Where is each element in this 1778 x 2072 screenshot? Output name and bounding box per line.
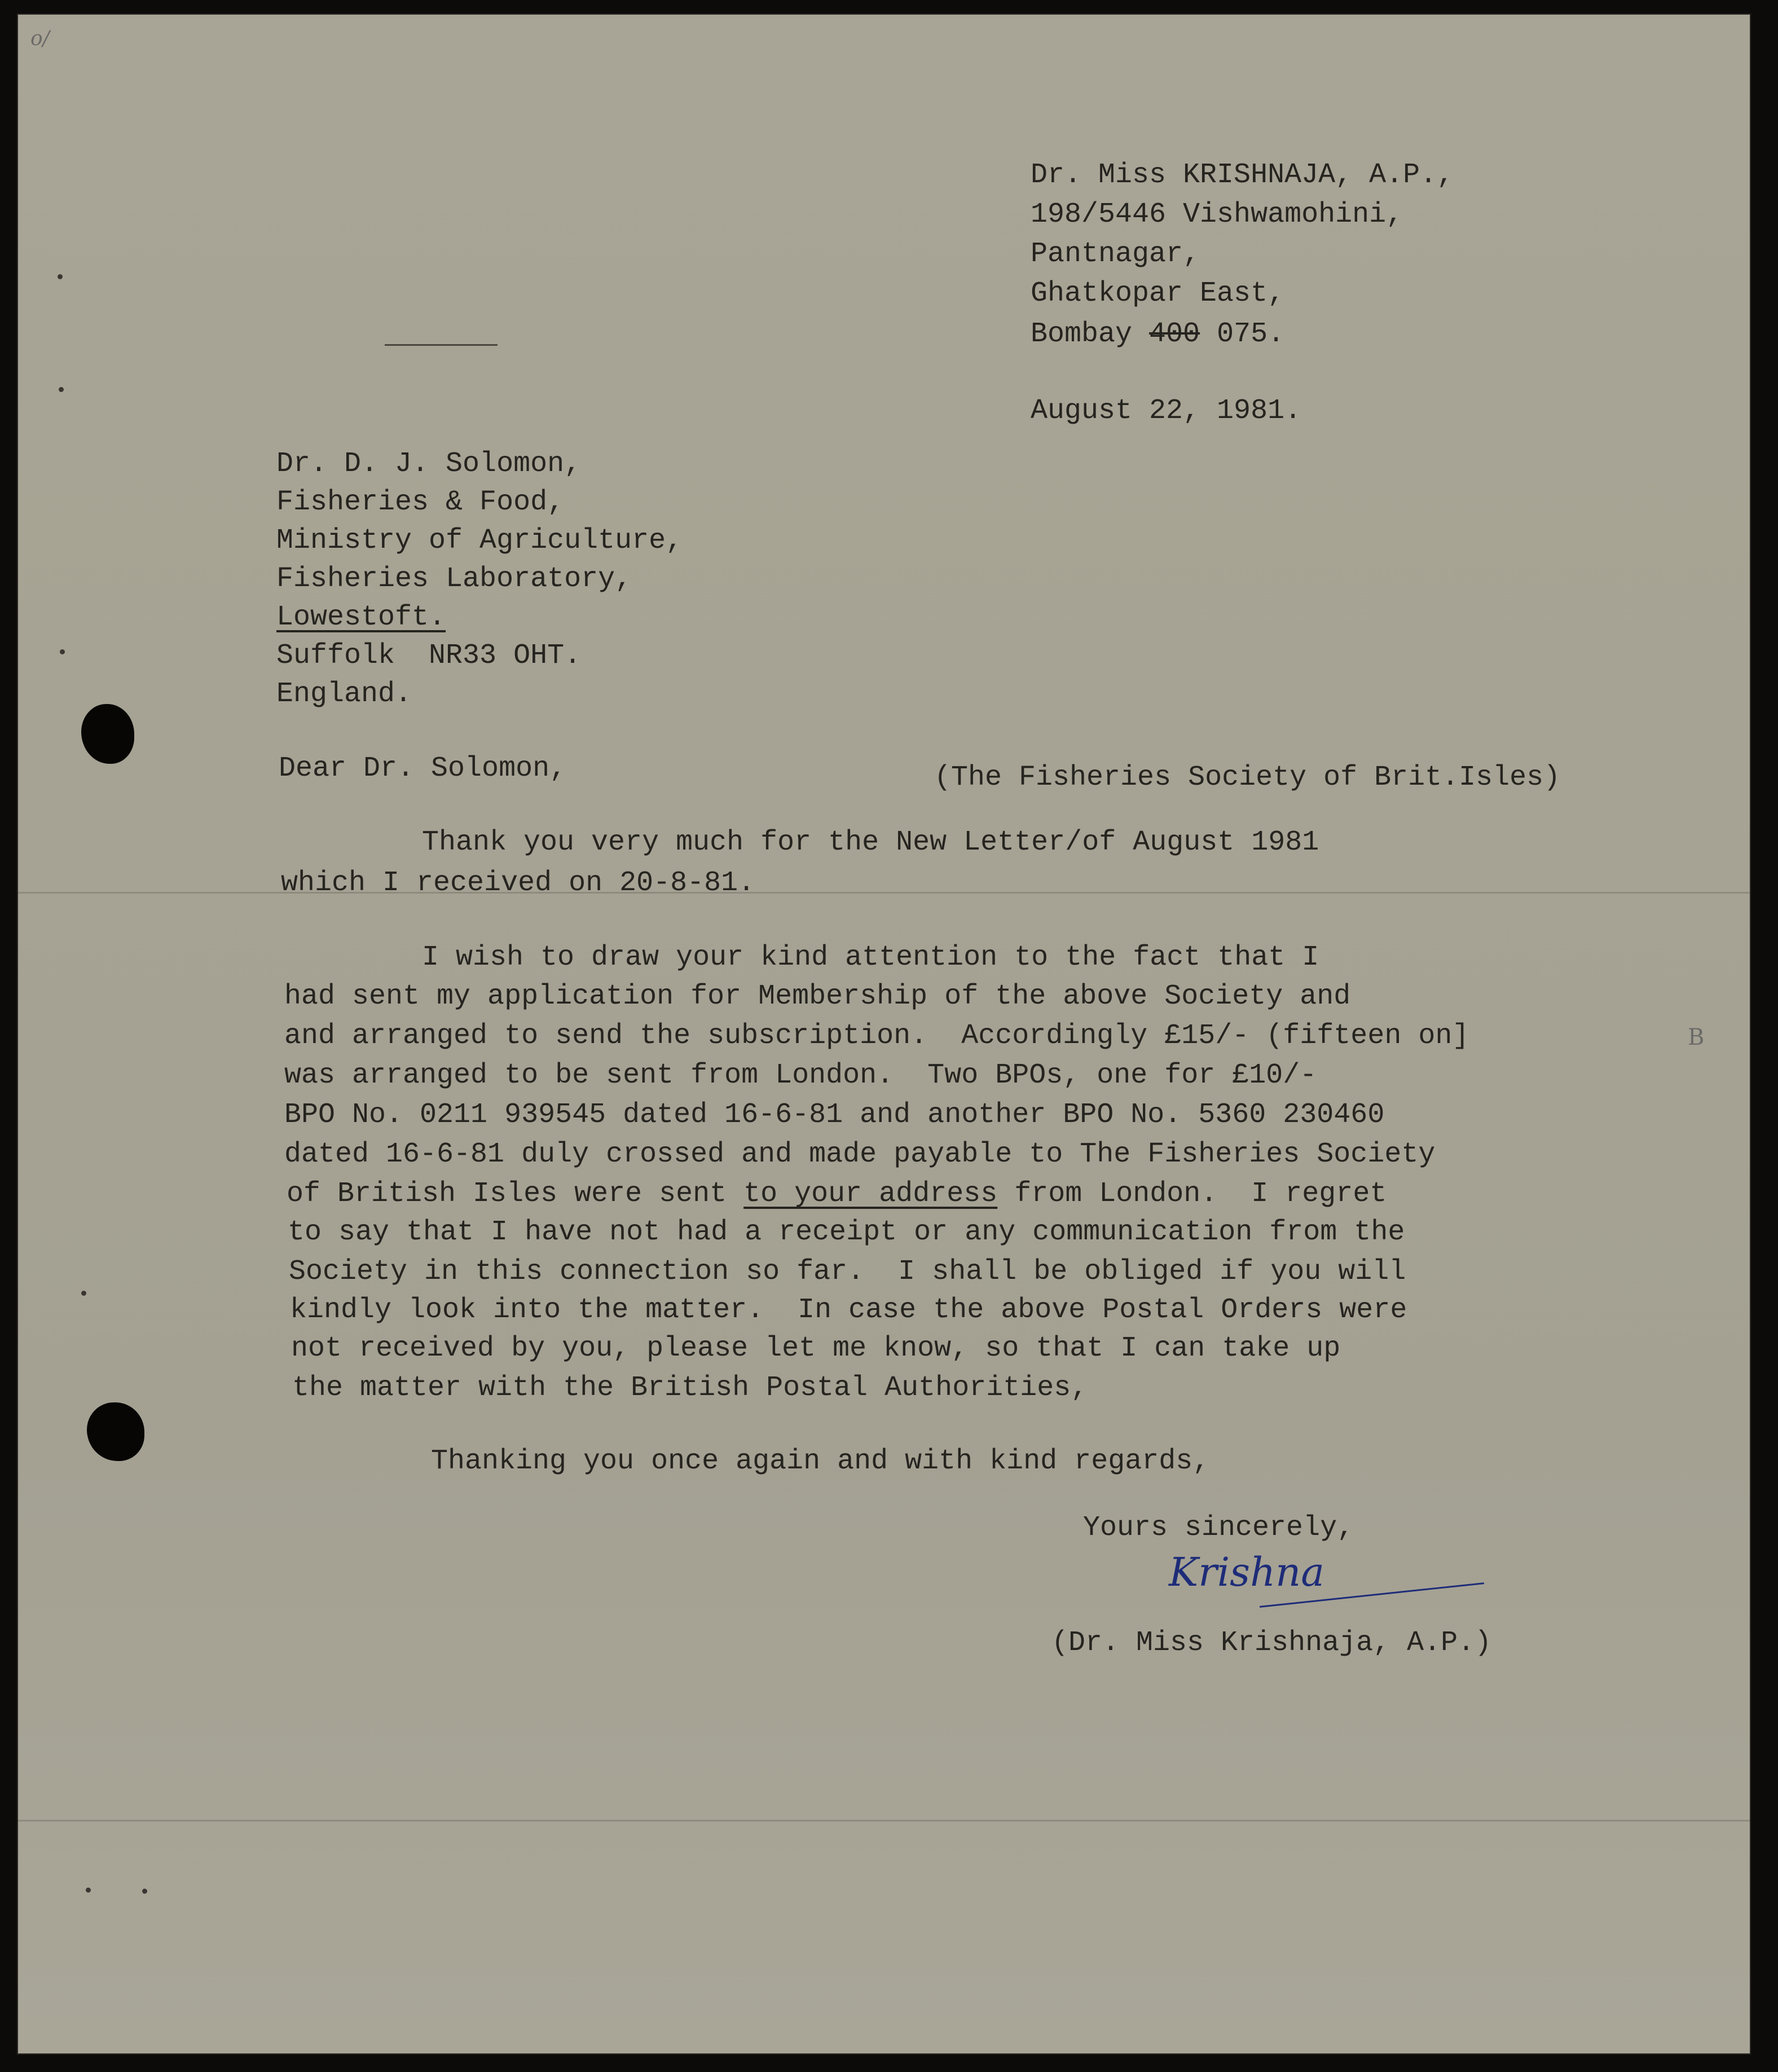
recipient-address-line: Fisheries & Food, [276, 486, 565, 518]
sender-address-line: Pantnagar, [1031, 238, 1200, 270]
body-line: Society in this connection so far. I shall be obliged if you will [289, 1256, 1406, 1288]
body-segment: from London. I regret [997, 1178, 1387, 1210]
recipient-address-line: Fisheries Laboratory, [276, 563, 632, 595]
corner-pencil-mark: o/ [30, 27, 50, 50]
typed-signature-name: (Dr. Miss Krishnaja, A.P.) [1051, 1627, 1492, 1659]
sender-address-line: Ghatkopar East, [1031, 278, 1285, 310]
body-line: dated 16-6-81 duly crossed and made payable to The Fisheries Society [284, 1138, 1436, 1171]
salutation: Dear Dr. Solomon, [279, 753, 567, 785]
body-line: kindly look into the matter. In case the above Postal Orders were [290, 1294, 1407, 1326]
paper-speck [142, 1889, 147, 1894]
paper-fold-crease [18, 892, 1750, 894]
recipient-postcode-line: Suffolk NR33 OHT. [276, 640, 582, 672]
sender-city-suffix: 075. [1200, 318, 1285, 350]
body-line: the matter with the British Postal Authorities, [292, 1372, 1088, 1404]
sender-name: Dr. Miss KRISHNAJA, A.P., [1031, 159, 1454, 191]
paper-speck [86, 1888, 91, 1893]
recipient-address-line: Ministry of Agriculture, [276, 525, 683, 557]
body-line: was arranged to be sent from London. Two BPOs, one for £10/- [284, 1059, 1317, 1092]
recipient-name: Dr. D. J. Solomon, [276, 448, 582, 480]
margin-note: B [1688, 1024, 1705, 1050]
body-line [287, 1180, 1387, 1208]
paper-speck [59, 387, 64, 392]
body-line: not received by you, please let me know, so that I can take up [291, 1332, 1341, 1365]
body-line: had sent my application for Membership of the above Society and [284, 980, 1351, 1013]
letter-date: August 22, 1981. [1031, 395, 1302, 427]
body-line: BPO No. 0211 939545 dated 16-6-81 and another BPO No. 5360 230460 [284, 1099, 1385, 1131]
body-line: which I received on 20-8-81. [281, 867, 755, 899]
decorative-rule [385, 344, 498, 346]
paper-speck [60, 649, 65, 654]
closing-paragraph: Thanking you once again and with kind regards, [431, 1445, 1210, 1477]
body-line: and arranged to send the subscription. Accordingly £15/- (fifteen on] [284, 1020, 1469, 1052]
punch-hole [87, 1402, 144, 1461]
recipient-country: England. [276, 678, 412, 710]
sender-city-prefix: Bombay [1031, 318, 1150, 350]
complimentary-close: Yours sincerely, [1083, 1512, 1354, 1544]
punch-hole [81, 704, 134, 764]
letter-sheet [17, 14, 1751, 2055]
sender-address-line: 198/5446 Vishwamohini, [1031, 199, 1403, 231]
sender-city-line [1031, 320, 1284, 349]
body-line: Thank you very much for the New Letter/of August 1981 [422, 826, 1319, 859]
paper-speck [58, 274, 63, 279]
reference-line: (The Fisheries Society of Brit.Isles) [934, 762, 1561, 794]
struck-postal-code: 400 [1149, 318, 1200, 350]
body-line: to say that I have not had a receipt or any communication from the [288, 1216, 1405, 1248]
body-segment: of British Isles were sent [287, 1178, 744, 1210]
paper-fold-crease [18, 1820, 1750, 1822]
paper-speck [81, 1291, 86, 1296]
signature: Krishna [1169, 1549, 1324, 1595]
underlined-phrase: to your address [743, 1178, 998, 1210]
recipient-town: Lowestoft. [276, 601, 446, 634]
body-line: I wish to draw your kind attention to the fact that I [422, 942, 1319, 974]
